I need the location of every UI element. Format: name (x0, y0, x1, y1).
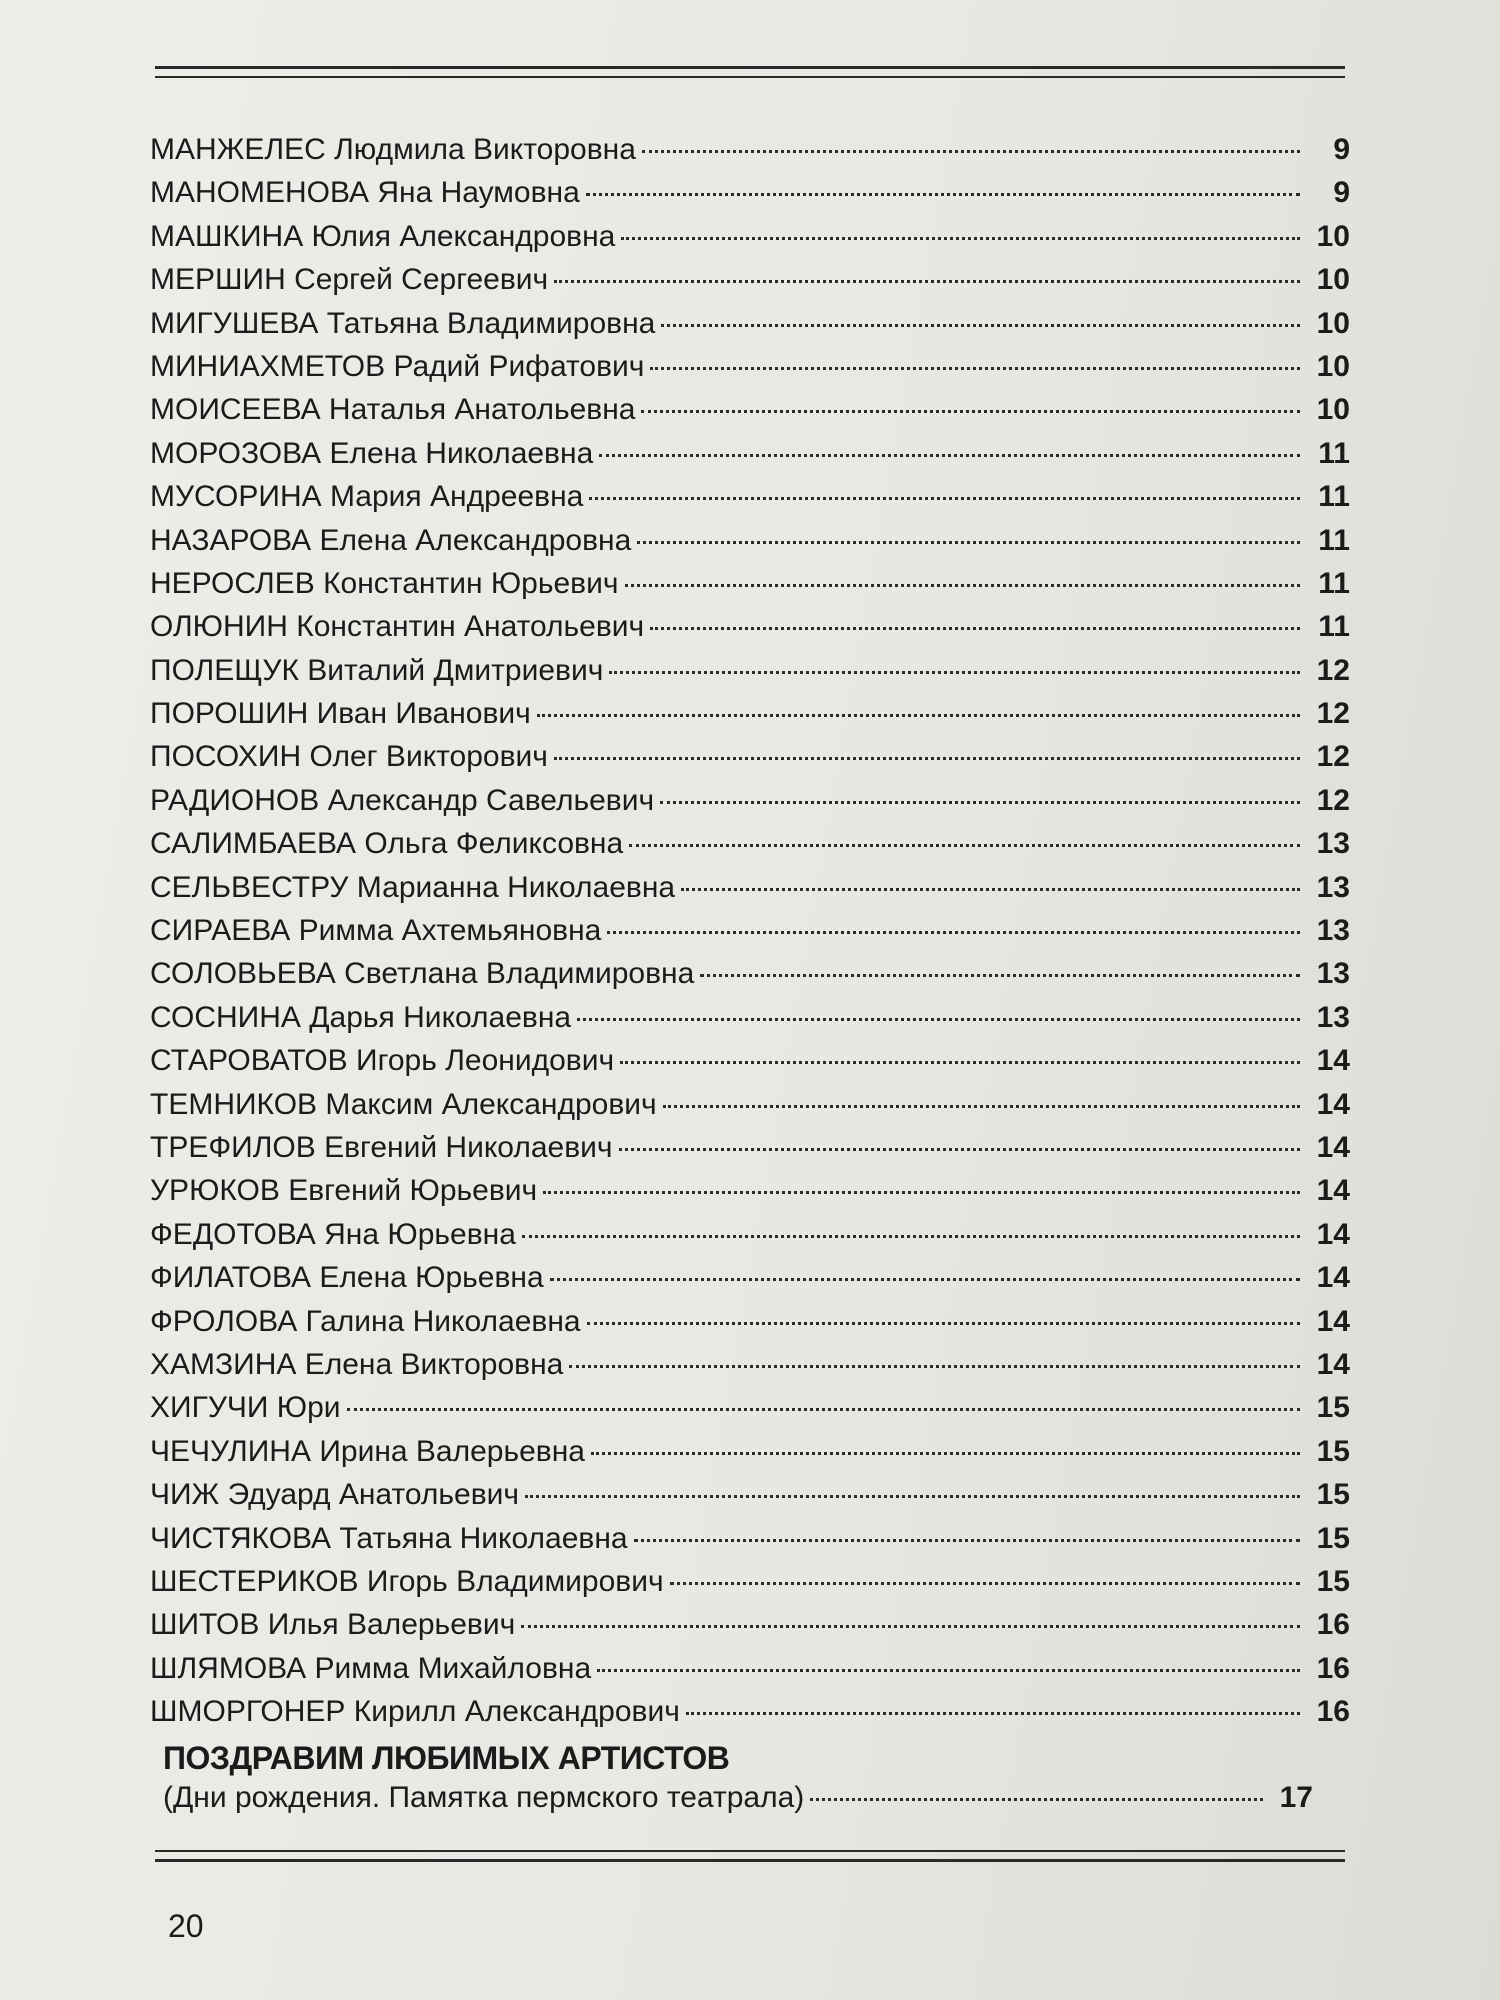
entry-name: ТЕМНИКОВ Максим Александрович (150, 1087, 657, 1121)
leader-dots (586, 193, 1300, 196)
toc-entry (150, 822, 1350, 865)
entry-page: 10 (1316, 349, 1350, 383)
entry-page: 15 (1316, 1391, 1350, 1425)
leader-dots (550, 1278, 1300, 1281)
bottom-rule (155, 1859, 1345, 1862)
leader-dots (569, 1365, 1300, 1368)
entry-page: 13 (1316, 957, 1350, 991)
leader-dots (641, 410, 1300, 413)
leader-dots (589, 497, 1300, 500)
entry-name: МУСОРИНА Мария Андреевна (150, 480, 584, 514)
entry-page: 14 (1316, 1347, 1350, 1381)
entry-page: 14 (1316, 1130, 1350, 1164)
entry-page: 13 (1316, 870, 1350, 904)
entry-name: ШМОРГОНЕР Кирилл Александрович (150, 1695, 680, 1729)
entry-name: ШЛЯМОВА Римма Михайловна (150, 1651, 592, 1685)
entry-page: 16 (1316, 1651, 1350, 1685)
section-entry (163, 1778, 1313, 1818)
toc-entry (150, 1083, 1350, 1126)
entry-page: 14 (1316, 1304, 1350, 1338)
toc-entry (150, 1126, 1350, 1169)
leader-dots (621, 237, 1300, 240)
entry-name: ОЛЮНИН Константин Анатольевич (150, 610, 645, 644)
entry-name: ФЕДОТОВА Яна Юрьевна (150, 1217, 516, 1251)
leader-dots (599, 454, 1300, 457)
entry-page: 11 (1318, 566, 1350, 600)
entry-name: ХАМЗИНА Елена Викторовна (150, 1347, 564, 1381)
toc-entry (150, 215, 1350, 258)
leader-dots (521, 1625, 1300, 1628)
leader-dots (607, 931, 1300, 934)
section-title: ПОЗДРАВИМ ЛЮБИМЫХ АРТИСТОВ (163, 1740, 730, 1776)
entry-page: 13 (1316, 827, 1350, 861)
entry-name: ТРЕФИЛОВ Евгений Николаевич (150, 1130, 613, 1164)
entry-page: 14 (1316, 1217, 1350, 1251)
table-of-contents (150, 128, 1350, 1733)
leader-dots (663, 1105, 1300, 1108)
entry-name: НЕРОСЛЕВ Константин Юрьевич (150, 566, 619, 600)
entry-page: 12 (1316, 653, 1350, 687)
entry-name: СЕЛЬВЕСТРУ Марианна Николаевна (150, 870, 676, 904)
toc-entry (150, 605, 1350, 648)
entry-page: 11 (1318, 436, 1350, 470)
entry-page: 15 (1316, 1434, 1350, 1468)
toc-entry (150, 1690, 1350, 1733)
entry-page: 10 (1316, 263, 1350, 297)
toc-entry (150, 1213, 1350, 1256)
entry-name: САЛИМБАЕВА Ольга Феликсовна (150, 827, 624, 861)
entry-page: 16 (1316, 1608, 1350, 1642)
toc-entry (150, 779, 1350, 822)
leader-dots (660, 801, 1300, 804)
leader-dots (347, 1408, 1300, 1411)
toc-entry (150, 1256, 1350, 1299)
entry-name: ХИГУЧИ Юри (150, 1391, 341, 1425)
toc-entry (150, 562, 1350, 605)
entry-page: 9 (1333, 176, 1350, 210)
bottom-rule-thin (155, 1850, 1345, 1852)
section-subtitle: (Дни рождения. Памятка пермского театрала) (163, 1781, 805, 1814)
page-number: 20 (168, 1908, 204, 1944)
toc-entry (150, 128, 1350, 171)
leader-dots (537, 714, 1300, 717)
toc-entry (150, 735, 1350, 778)
entry-name: ПОЛЕЩУК Виталий Дмитриевич (150, 653, 604, 687)
leader-dots (629, 844, 1300, 847)
entry-page: 11 (1318, 523, 1350, 557)
top-rule (155, 66, 1345, 69)
toc-entry (150, 1039, 1350, 1082)
toc-entry (150, 952, 1350, 995)
entry-page: 12 (1316, 697, 1350, 731)
leader-dots (587, 1322, 1300, 1325)
entry-page: 10 (1316, 306, 1350, 340)
toc-entry (150, 1517, 1350, 1560)
toc-entry (150, 1430, 1350, 1473)
entry-page: 12 (1316, 740, 1350, 774)
leader-dots (525, 1495, 1300, 1498)
entry-name: ФРОЛОВА Галина Николаевна (150, 1304, 581, 1338)
toc-entry (150, 475, 1350, 518)
entry-page: 13 (1316, 914, 1350, 948)
toc-entry (150, 519, 1350, 562)
leader-dots (810, 1798, 1263, 1801)
toc-entry (150, 692, 1350, 735)
toc-entry (150, 1560, 1350, 1603)
leader-dots (642, 150, 1300, 153)
toc-entry (150, 388, 1350, 431)
entry-name: ЧИСТЯКОВА Татьяна Николаевна (150, 1521, 628, 1555)
entry-name: ФИЛАТОВА Елена Юрьевна (150, 1261, 544, 1295)
leader-dots (650, 627, 1300, 630)
toc-entry (150, 1343, 1350, 1386)
entry-name: МАНОМЕНОВА Яна Наумовна (150, 176, 580, 210)
entry-name: СОСНИНА Дарья Николаевна (150, 1000, 572, 1034)
entry-page: 11 (1318, 480, 1350, 514)
leader-dots (577, 1018, 1300, 1021)
leader-dots (661, 324, 1300, 327)
toc-entry (150, 1386, 1350, 1429)
entry-name: НАЗАРОВА Елена Александровна (150, 523, 632, 557)
entry-page: 15 (1316, 1521, 1350, 1555)
entry-name: СИРАЕВА Римма Ахтемьяновна (150, 914, 602, 948)
entry-page: 11 (1318, 610, 1350, 644)
entry-name: МЕРШИН Сергей Сергеевич (150, 263, 549, 297)
birthday-section (163, 1738, 1313, 1818)
section-page: 17 (1279, 1781, 1313, 1814)
leader-dots (700, 974, 1300, 977)
entry-page: 15 (1316, 1564, 1350, 1598)
entry-name: ЧИЖ Эдуард Анатольевич (150, 1478, 520, 1512)
leader-dots (597, 1669, 1300, 1672)
toc-entry (150, 909, 1350, 952)
leader-dots (686, 1712, 1300, 1715)
leader-dots (625, 584, 1301, 587)
leader-dots (554, 757, 1300, 760)
toc-entry (150, 432, 1350, 475)
leader-dots (681, 888, 1300, 891)
leader-dots (543, 1191, 1300, 1194)
entry-page: 14 (1316, 1261, 1350, 1295)
leader-dots (620, 1061, 1300, 1064)
leader-dots (619, 1148, 1300, 1151)
entry-page: 10 (1316, 393, 1350, 427)
entry-name: МИНИАХМЕТОВ Радий Рифатович (150, 349, 645, 383)
leader-dots (609, 671, 1300, 674)
entry-name: СОЛОВЬЕВА Светлана Владимировна (150, 957, 695, 991)
entry-page: 12 (1316, 783, 1350, 817)
toc-entry (150, 1603, 1350, 1646)
toc-entry (150, 1647, 1350, 1690)
entry-name: ШИТОВ Илья Валерьевич (150, 1608, 516, 1642)
leader-dots (637, 541, 1300, 544)
toc-entry (150, 171, 1350, 214)
leader-dots (591, 1452, 1300, 1455)
entry-page: 9 (1333, 133, 1350, 166)
toc-entry (150, 345, 1350, 388)
entry-page: 15 (1316, 1478, 1350, 1512)
toc-entry (150, 302, 1350, 345)
entry-name: ЧЕЧУЛИНА Ирина Валерьевна (150, 1434, 585, 1468)
entry-page: 14 (1316, 1044, 1350, 1078)
entry-name: ПОСОХИН Олег Викторович (150, 740, 548, 774)
toc-entry (150, 649, 1350, 692)
entry-page: 13 (1316, 1000, 1350, 1034)
entry-name: УРЮКОВ Евгений Юрьевич (150, 1174, 538, 1208)
entry-name: СТАРОВАТОВ Игорь Леонидович (150, 1044, 615, 1078)
entry-name: МОРОЗОВА Елена Николаевна (150, 436, 594, 470)
entry-name: МИГУШЕВА Татьяна Владимировна (150, 306, 656, 340)
leader-dots (670, 1582, 1300, 1585)
toc-entry (150, 866, 1350, 909)
entry-name: РАДИОНОВ Александр Савельевич (150, 783, 655, 817)
leader-dots (634, 1539, 1300, 1542)
toc-entry (150, 1300, 1350, 1343)
top-rule-thin (155, 76, 1345, 78)
entry-page: 14 (1316, 1174, 1350, 1208)
leader-dots (650, 367, 1300, 370)
entry-name: МОИСЕЕВА Наталья Анатольевна (150, 393, 636, 427)
entry-page: 16 (1316, 1695, 1350, 1729)
toc-entry (150, 996, 1350, 1039)
leader-dots (522, 1235, 1300, 1238)
entry-name: ШЕСТЕРИКОВ Игорь Владимирович (150, 1564, 664, 1598)
toc-entry (150, 1473, 1350, 1516)
entry-name: МАШКИНА Юлия Александровна (150, 219, 616, 253)
entry-name: ПОРОШИН Иван Иванович (150, 697, 531, 731)
entry-page: 10 (1316, 219, 1350, 253)
entry-name: МАНЖЕЛЕС Людмила Викторовна (150, 133, 636, 166)
toc-entry (150, 258, 1350, 301)
toc-entry (150, 1169, 1350, 1212)
leader-dots (554, 280, 1300, 283)
entry-page: 14 (1316, 1087, 1350, 1121)
